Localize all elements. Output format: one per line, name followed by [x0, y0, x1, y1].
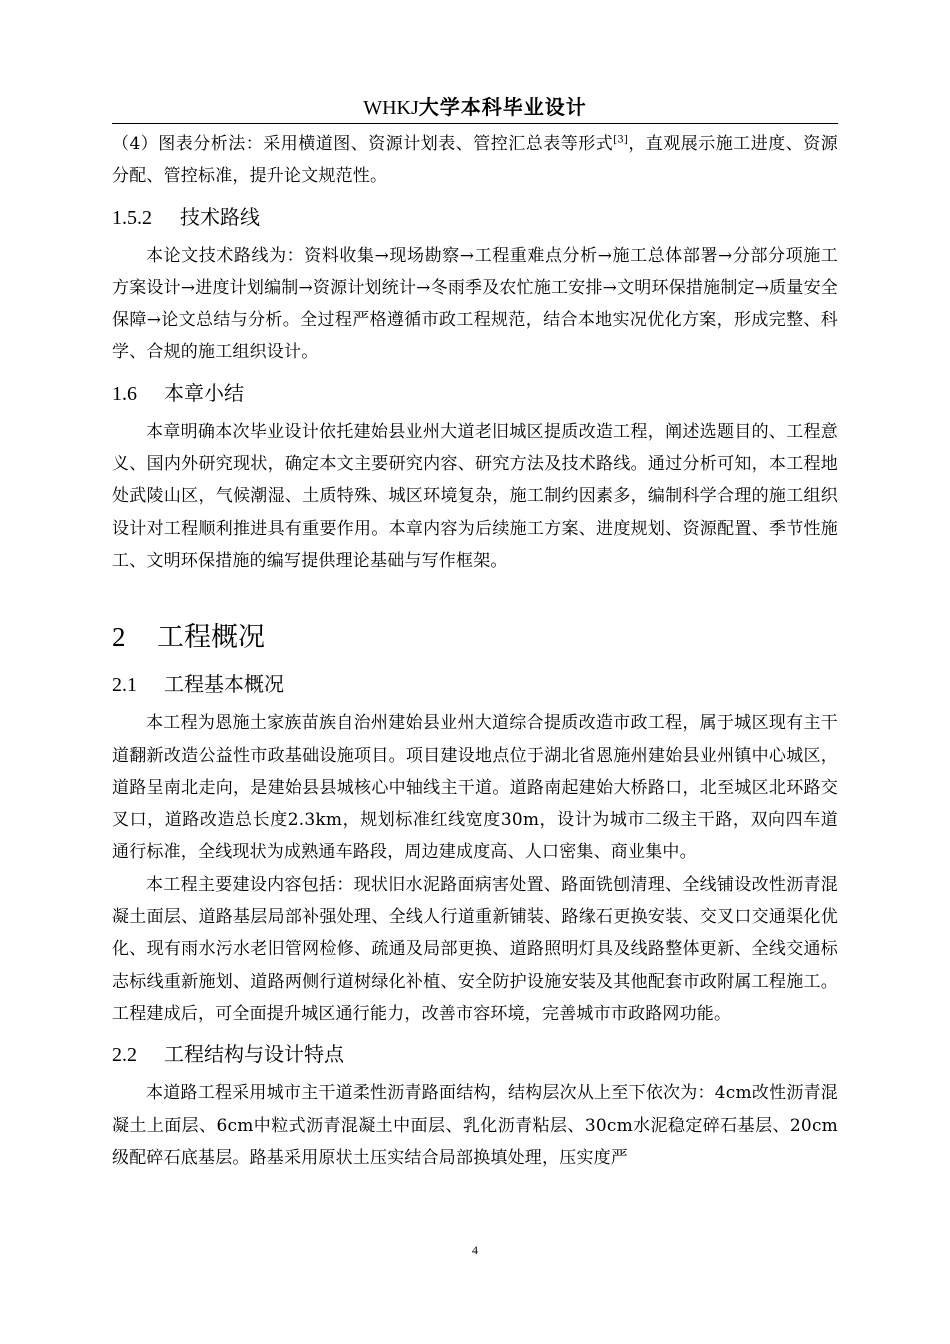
- section-title: 工程基本概况: [164, 672, 284, 697]
- page-header: [112, 94, 838, 121]
- section-heading-1-5-2: [112, 199, 838, 236]
- chapter-number: 2: [112, 622, 126, 653]
- paragraph-tech-route: 本论文技术路线为：资料收集→现场勘察→工程重难点分析→施工总体部署→分部分项施工方案设计→进度计划编制→资源计划统计→冬雨季及农忙施工安排→文明环保措施制定→质量安全保障→论文总结与分析。全过程严格遵循市政工程规范，结合本地实况优化方案，形成完整、科学、合规的施工组织设计。: [112, 245, 838, 363]
- paragraph-structure: 本道路工程采用城市主干道柔性沥青路面结构，结构层次从上至下依次为：4cm改性沥青混凝土上面层、6cm中粒式沥青混凝土中面层、乳化沥青粘层、30cm水泥稳定碎石基层、20cm级配碎石底基层。路基采用原状土压实结合局部换填处理，压实度严: [112, 1083, 838, 1168]
- method-4-text-2: ，直观展示施工进度、资源分配、管控标准，提升论文规范性。: [112, 134, 838, 187]
- header-latin: WHKJ: [363, 97, 419, 119]
- paragraph-overview-2: 本工程主要建设内容包括：现状旧水泥路面病害处置、路面铣刨清理、全线铺设改性沥青混凝土面层、道路基层局部补强处理、全线人行道重新铺装、路缘石更换安装、交叉口交通渠化优化、现有雨水污水老旧管网检修、疏通及局部更换、道路照明灯具及线路整体更新、全线交通标志标线重新施划、道路两侧行道树绿化补植、安全防护设施安装及其他配套市政附属工程施工。工程建成后，可全面提升城区通行能力，改善市容环境，完善城市市政路网功能。: [112, 874, 838, 1024]
- paragraph-method-4: [112, 128, 838, 193]
- paragraph-overview-1: 本工程为恩施土家族苗族自治州建始县业州大道综合提质改造市政工程，属于城区现有主干道翻新改造公益性市政基础设施项目。项目建设地点位于湖北省恩施州建始县业州镇中心城区，道路呈南北走向，是建始县县城核心中轴线主干道。道路南起建始大桥路口，北至城区北环路交叉口，道路改造总长度2.3km，规划标准红线宽度30m，设计为城市二级主干路，双向四车道通行标准，全线现状为成熟通车路段，周边建成度高、人口密集、商业集中。: [112, 713, 838, 863]
- section-number: 2.2: [112, 1044, 137, 1067]
- section-heading-2-1: [112, 666, 838, 703]
- citation-ref: [3]: [613, 134, 629, 146]
- section-heading-1-6: [112, 375, 838, 412]
- header-rule: [112, 123, 838, 124]
- section-number: 2.1: [112, 674, 137, 697]
- chapter-title: 工程概况: [157, 622, 265, 654]
- section-title: 工程结构与设计特点: [164, 1042, 344, 1067]
- section-number: 1.6: [112, 382, 137, 405]
- section-heading-2-2: [112, 1036, 838, 1073]
- page-number: 4: [472, 1243, 478, 1257]
- page-body: [112, 128, 838, 1174]
- section-title: 技术路线: [180, 204, 260, 229]
- chapter-heading-2: [112, 615, 838, 660]
- section-number: 1.5.2: [112, 206, 152, 229]
- paragraph-chapter-summary: 本章明确本次毕业设计依托建始县业州大道老旧城区提质改造工程，阐述选题目的、工程意义、国内外研究现状，确定本文主要研究内容、研究方法及技术路线。通过分析可知，本工程地处武陵山区，气候潮湿、土质特殊、城区环境复杂，施工制约因素多，编制科学合理的施工组织设计对工程顺利推进具有重要作用。本章内容为后续施工方案、进度规划、资源配置、季节性施工、文明环保措施的编写提供理论基础与写作框架。: [112, 421, 838, 571]
- method-4-text: （4）图表分析法：采用横道图、资源计划表、管控汇总表等形式: [112, 134, 614, 154]
- header-title: 大学本科毕业设计: [418, 95, 587, 119]
- section-title: 本章小结: [164, 380, 244, 405]
